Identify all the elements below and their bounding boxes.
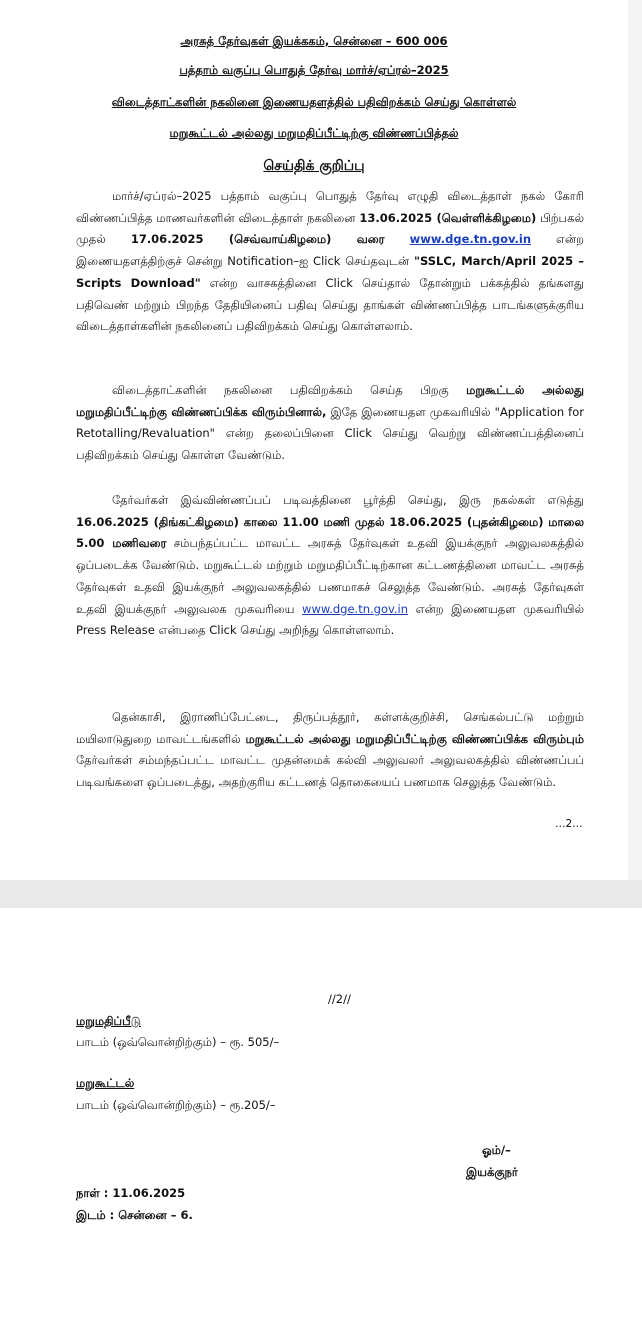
para3-text-2: சம்பந்தப்பட்ட மாவட்ட அரசுத் தேர்வுகள் உதவி இயக்குநர் அலுவலகத்தில் ஒப்படைக்க வேண்டும். மறுகூட்டல் மற்றும் மறுமதிப்பீட்டிற்கான கட்டணத்தினை மாவட்ட அரசுத் தேர்வுகள் உதவி இயக்குநர் அலுவலகத்தில் பணமாகச் செலுத்த வேண்டும். அரசுத் தேர்வுகள் உதவி இயக்குநர் அலுவலக முகவரியை [76, 536, 584, 616]
para2-bold-1: மறுகூட்டல் அல்லது மறுமதிப்பீட்டிற்கு விண்ணப்பிக்க விரும்பினால், [76, 383, 584, 419]
para1-bold-1: 13.06.2025 (வெள்ளிக்கிழமை) [359, 210, 537, 225]
para1-bold-2: 17.06.2025 (செவ்வாய்கிழமை) வரை [130, 232, 385, 247]
issue-place: இடம் : சென்னை – 6. [76, 1208, 193, 1222]
designation: இயக்குநர் [466, 1165, 518, 1179]
para3-bold-1: 16.06.2025 (திங்கட்கிழமை) காலை 11.00 மணி முதல் 18.06.2025 (புதன்கிழமை) மாலை 5.00 மணிவரை [76, 514, 584, 551]
para3-text-1: தேர்வர்கள் இவ்விண்ணப்பப் படிவத்தினை பூர்த்தி செய்து, இரு நகல்கள் எடுத்து [112, 493, 584, 507]
para1-text-2: பிற்பகல் முதல் [76, 210, 584, 247]
header-line-3: விடைத்தாட்களின் நகலினை இணையதளத்தில் பதிவிறக்கம் செய்து கொள்ளல் [111, 95, 517, 109]
header-line-4: மறுகூட்டல் அல்லது மறுமதிப்பீட்டிற்கு விண்ணப்பித்தல் [169, 126, 459, 140]
retotalling-fee: பாடம் (ஒவ்வொன்றிற்கும்) – ரூ.205/– [76, 1098, 276, 1112]
page-edge [628, 0, 642, 880]
para2-text-1: விடைத்தாட்களின் நகலினை பதிவிறக்கம் செய்த பிறகு [112, 383, 467, 397]
para3-text-3: என்ற இணையதள முகவரியில் Press Release என்பதை Click செய்து அறிந்து கொள்ளலாம். [76, 601, 584, 638]
retotalling-heading: மறுகூட்டல் [76, 1076, 135, 1090]
press-release-heading: செய்திக் குறிப்பு [263, 158, 365, 174]
para4-text-1: தென்காசி, இராணிப்பேட்டை, திருப்பத்தூர், கள்ளக்குறிச்சி, செங்கல்பட்டு மற்றும் மயிலாடுதுறை மாவட்டங்களில் [76, 710, 584, 746]
para1-bold-3: "SSLC, March/April 2025 – Scripts Download" [76, 254, 584, 290]
header-line-1: அரசுத் தேர்வுகள் இயக்ககம், சென்னை – 600 006 [180, 34, 448, 48]
website-link-2[interactable]: www.dge.tn.gov.in [302, 601, 409, 616]
revaluation-heading: மறுமதிப்பீடு [76, 1014, 141, 1028]
page-2 [0, 908, 642, 1340]
revaluation-fee: பாடம் (ஒவ்வொன்றிற்கும்) – ரூ. 505/– [76, 1035, 280, 1049]
para4-bold-1: மறுகூட்டல் அல்லது மறுமதிப்பீட்டிற்கு விண்ணப்பிக்க விரும்பும் [245, 731, 584, 746]
paragraph-4 [76, 707, 584, 794]
para2-text-2: இதே இணையதள முகவரியில் "Application for Retotalling/Revaluation" என்ற தலைப்பினை Click செய்து வெற்று விண்ணப்பத்தினைப் பதிவிறக்கம் செய்து கொள்ள வேண்டும். [76, 404, 584, 463]
para1-text-1: மார்ச்/ஏப்ரல்–2025 பத்தாம் வகுப்பு பொதுத் தேர்வு எழுதி விடைத்தாள் நகல் கோரி விண்ணப்பித்த மாணவர்களின் விடைத்தாள் நகலினை [76, 189, 584, 225]
paragraph-3 [76, 490, 584, 642]
para4-text-2: தேர்வர்கள் சம்மந்தப்பட்ட மாவட்ட முதன்மைக் கல்வி அலுவலர் அலுவலகத்தில் விண்ணப்பப் படிவங்களை ஒப்படைத்து, அதற்குரிய கட்டணத் தொகையைப் பணமாக செலுத்த வேண்டும். [76, 753, 584, 790]
paragraph-1 [76, 186, 584, 338]
page-number: //2// [328, 992, 351, 1006]
header-line-2: பத்தாம் வகுப்பு பொதுத் தேர்வு மார்ச்/ஏப்ரல்–2025 [179, 63, 449, 77]
continued-marker: …2… [555, 818, 583, 830]
issue-date: நாள் : 11.06.2025 [76, 1186, 186, 1200]
signature: ஓம்/– [482, 1143, 511, 1157]
para1-text-5: என்ற வாசகத்தினை Click செய்தால் தோன்றும் பக்கத்தில் தங்களது பதிவெண் மற்றும் பிறந்த தேதியினைப் பதிவு செய்து தாங்கள் விண்ணப்பித்த பாடங்களுக்குரிய விடைத்தாள்களின் நகலினைப் பதிவிறக்கம் செய்து கொள்ளலாம். [76, 275, 584, 334]
website-link[interactable]: www.dge.tn.gov.in [409, 232, 532, 247]
para1-text-4: என்ற இணையதளத்திற்குச் சென்று Notification–ஐ Click செய்தவுடன் [76, 232, 584, 269]
paragraph-2 [76, 380, 584, 467]
para1-text-3 [385, 232, 410, 246]
